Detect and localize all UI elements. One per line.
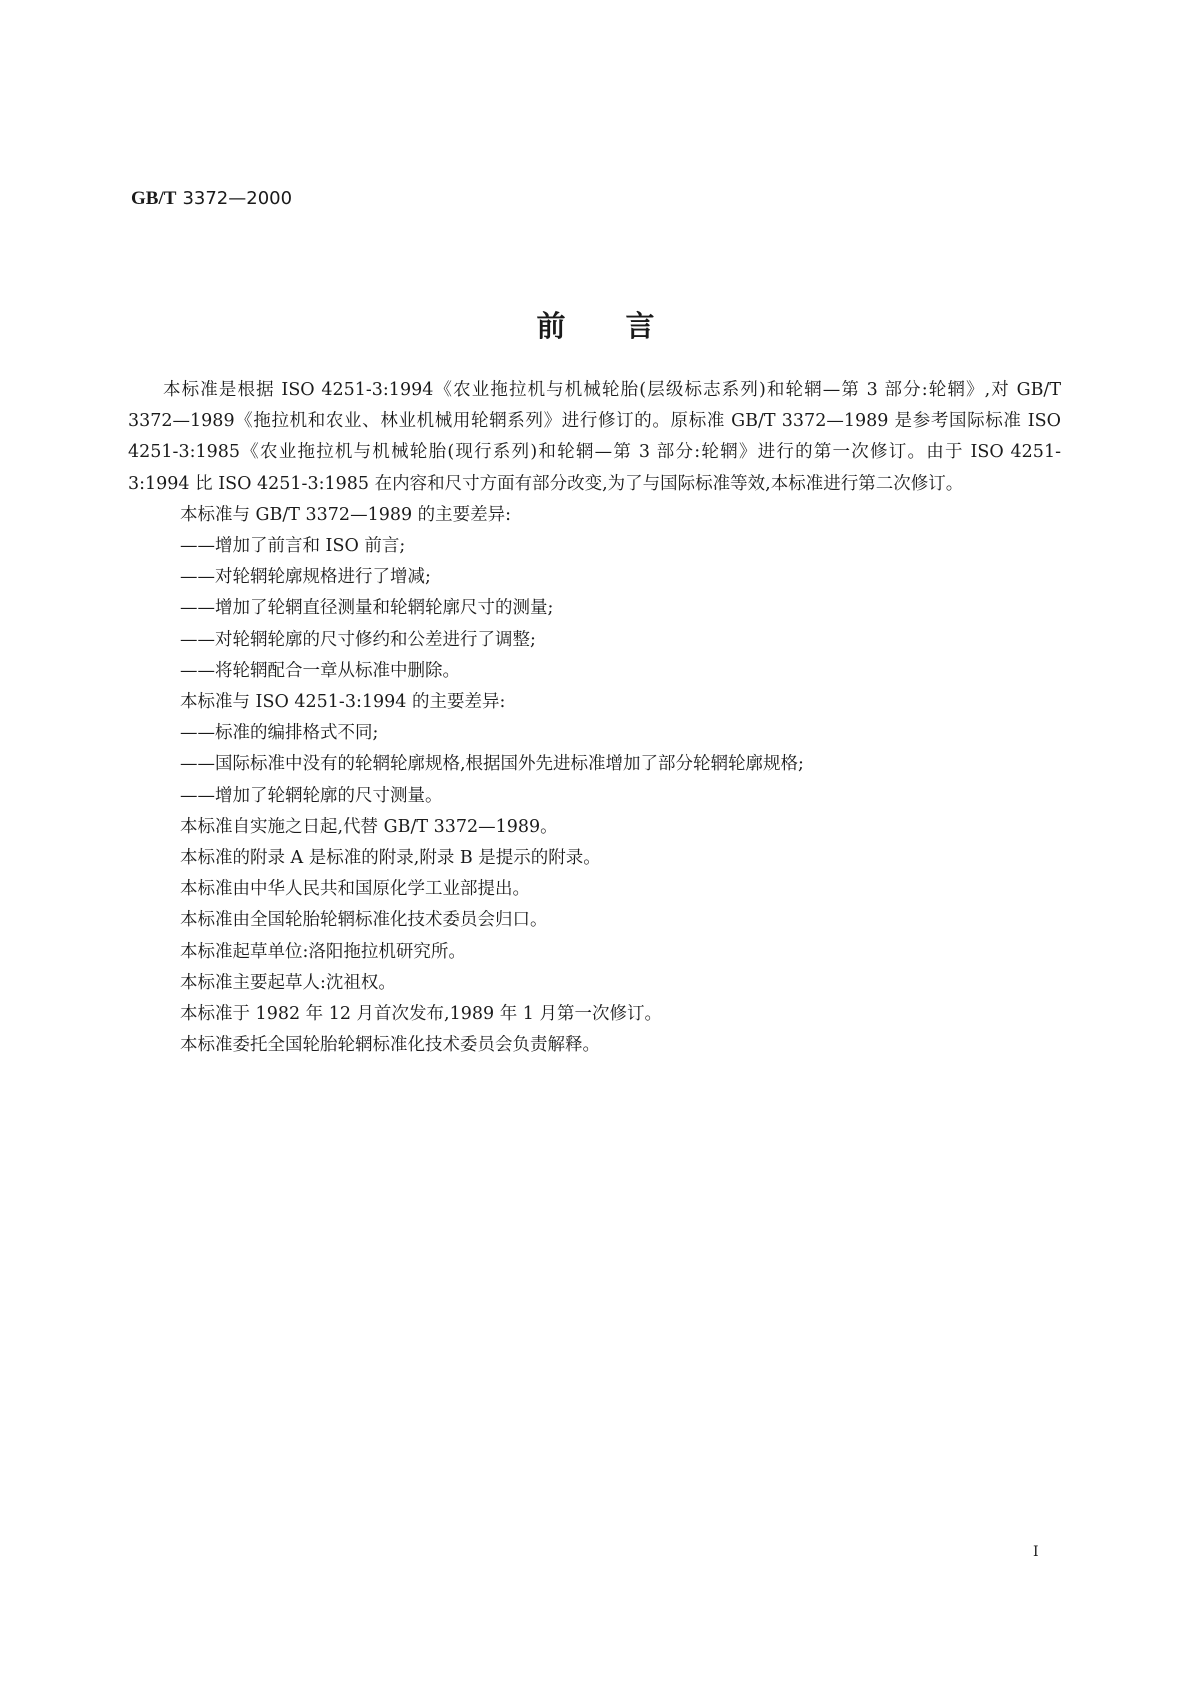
diff-iso-item: ——国际标准中没有的轮辋轮廓规格,根据国外先进标准增加了部分轮辋轮廓规格; — [180, 754, 804, 775]
diff-gb-item: ——对轮辋轮廓的尺寸修约和公差进行了调整; — [180, 629, 536, 650]
statement-proposer: 本标准由中华人民共和国原化学工业部提出。 — [180, 879, 530, 900]
diff-iso-item: ——标准的编排格式不同; — [180, 723, 379, 744]
page-number: I — [1033, 1544, 1039, 1560]
diff-gb-item: ——增加了轮辋直径测量和轮辋轮廓尺寸的测量; — [180, 598, 554, 619]
statement-appendix: 本标准的附录 A 是标准的附录,附录 B 是提示的附录。 — [180, 848, 601, 869]
standard-code — [131, 186, 292, 211]
statement-history: 本标准于 1982 年 12 月首次发布,1989 年 1 月第一次修订。 — [180, 1004, 662, 1025]
statement-drafting-unit: 本标准起草单位:洛阳拖拉机研究所。 — [180, 941, 466, 962]
intro-paragraph: 本标准是根据 ISO 4251-3:1994《农业拖拉机与机械轮胎(层级标志系列)和轮辋—第 3 部分:轮辋》,对 GB/T 3372—1989《拖拉机和农业、林业机械用轮辋系列》进行修订的。原标准 GB/T 3372—1989 是参考国际标准 ISO 4251-3:1985《农业拖拉机与机械轮胎(现行系列)和轮辋—第 3 部分:轮辋》进行的第一次修订。由于 ISO 4251-3:1994 比 ISO 4251-3:1985 在内容和尺寸方面有部分改变,为了与国际标准等效,本标准进行第二次修订。 — [128, 380, 1061, 494]
foreword-body — [128, 375, 1061, 1061]
diff-gb-item: ——增加了前言和 ISO 前言; — [180, 536, 406, 557]
standard-code-prefix: GB/T — [131, 188, 177, 209]
page-title: 前言 — [536, 309, 715, 343]
diff-iso-item: ——增加了轮辋轮廓的尺寸测量。 — [180, 785, 443, 806]
standard-code-number: 3372—2000 — [182, 188, 293, 209]
diff-gb-item: ——对轮辋轮廓规格进行了增减; — [180, 567, 431, 588]
diff-gb-item: ——将轮辋配合一章从标准中删除。 — [180, 660, 460, 681]
statement-interpretation: 本标准委托全国轮胎轮辋标准化技术委员会负责解释。 — [180, 1035, 600, 1056]
statement-replacement: 本标准自实施之日起,代替 GB/T 3372—1989。 — [180, 816, 558, 837]
diff-iso-heading: 本标准与 ISO 4251-3:1994 的主要差异: — [180, 692, 506, 713]
diff-gb-heading: 本标准与 GB/T 3372—1989 的主要差异: — [180, 504, 512, 525]
statement-committee: 本标准由全国轮胎轮辋标准化技术委员会归口。 — [180, 910, 548, 931]
statement-drafter: 本标准主要起草人:沈祖权。 — [180, 972, 396, 993]
